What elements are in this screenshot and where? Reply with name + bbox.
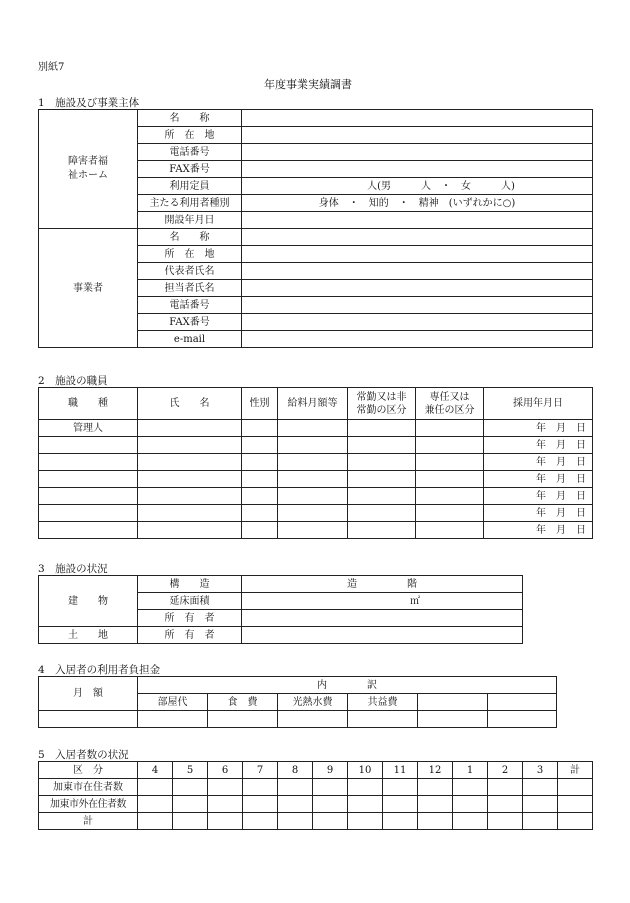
header-dedication: 専任又は 兼任の区分 <box>416 388 484 420</box>
resident-row <box>39 796 593 813</box>
header-salary: 給料月額等 <box>278 388 348 420</box>
monthly-total-field[interactable] <box>39 711 138 728</box>
home-address-field[interactable] <box>242 127 593 144</box>
resident-row <box>39 813 593 830</box>
resident-row-label: 加東市在住者数 <box>39 779 138 796</box>
operator-fax-field[interactable] <box>242 314 593 331</box>
staff-row <box>39 420 593 437</box>
category-label: 区 分 <box>39 762 138 779</box>
building-owner-field[interactable] <box>242 610 523 627</box>
hire-date-cell[interactable]: 年 月 日 <box>484 437 593 454</box>
home-row-label: 電話番号 <box>138 144 242 161</box>
home-phone-field[interactable] <box>242 144 593 161</box>
home-name-field[interactable] <box>242 110 593 127</box>
home-row-label: 利用定員 <box>138 178 242 195</box>
section-4-heading: 4 入居者の利用者負担金 <box>38 664 161 676</box>
user-type-field[interactable]: 身体 ・ 知的 ・ 精神 (いずれかに○) <box>242 195 593 212</box>
month-header: 7 <box>243 762 278 779</box>
total-header: 計 <box>558 762 593 779</box>
operator-row-label: 電話番号 <box>138 297 242 314</box>
rent-label: 部屋代 <box>138 694 208 711</box>
home-fax-field[interactable] <box>242 161 593 178</box>
resident-row <box>39 779 593 796</box>
resident-row-label: 計 <box>39 813 138 830</box>
header-name: 氏 名 <box>138 388 242 420</box>
home-row-label: 開設年月日 <box>138 212 242 229</box>
annex-label: 別紙7 <box>38 62 65 73</box>
operator-row-label: e-mail <box>138 331 242 348</box>
month-header: 12 <box>418 762 453 779</box>
operator-address-field[interactable] <box>242 246 593 263</box>
staff-row <box>39 454 593 471</box>
month-header: 3 <box>523 762 558 779</box>
hire-date-cell[interactable]: 年 月 日 <box>484 522 593 539</box>
hire-date-cell[interactable]: 年 月 日 <box>484 454 593 471</box>
resident-row-label: 加東市外在住者数 <box>39 796 138 813</box>
hire-date-cell[interactable]: 年 月 日 <box>484 420 593 437</box>
floor-area-label: 延床面積 <box>138 593 242 610</box>
month-header: 2 <box>488 762 523 779</box>
operator-row-label: 名 称 <box>138 229 242 246</box>
header-employment: 常勤又は非 常勤の区分 <box>348 388 416 420</box>
monthly-label: 月 額 <box>39 677 138 711</box>
land-owner-field[interactable] <box>242 627 523 644</box>
month-header: 1 <box>453 762 488 779</box>
charge-values-row <box>39 711 557 728</box>
operator-email-field[interactable] <box>242 331 593 348</box>
header-job: 職 種 <box>39 388 138 420</box>
month-header: 10 <box>348 762 383 779</box>
operator-row-label: 代表者氏名 <box>138 263 242 280</box>
floor-area-field[interactable]: ㎡ <box>242 593 523 610</box>
home-row-label: 名 称 <box>138 110 242 127</box>
month-header: 11 <box>383 762 418 779</box>
structure-field[interactable]: 造 階 <box>242 576 523 593</box>
building-label: 建 物 <box>39 576 138 627</box>
common-fee-field[interactable] <box>348 711 418 728</box>
representative-field[interactable] <box>242 263 593 280</box>
section-5-heading: 5 入居者数の状況 <box>38 749 129 761</box>
operator-phone-field[interactable] <box>242 297 593 314</box>
month-header: 4 <box>138 762 173 779</box>
operator-label: 事業者 <box>39 229 138 348</box>
capacity-field[interactable]: 人(男 人 ・ 女 人) <box>242 178 593 195</box>
facility-status-table <box>38 575 523 644</box>
header-gender: 性別 <box>242 388 278 420</box>
month-header-row <box>39 762 593 779</box>
structure-label: 構 造 <box>138 576 242 593</box>
rent-field[interactable] <box>138 711 208 728</box>
building-owner-label: 所 有 者 <box>138 610 242 627</box>
hire-date-cell[interactable]: 年 月 日 <box>484 471 593 488</box>
home-row-label: 主たる利用者種別 <box>138 195 242 212</box>
hire-date-cell[interactable]: 年 月 日 <box>484 505 593 522</box>
job-cell[interactable]: 管理人 <box>39 420 138 437</box>
header-hire-date: 採用年月日 <box>484 388 593 420</box>
operator-row-label: FAX番号 <box>138 314 242 331</box>
staff-table <box>38 387 593 539</box>
breakdown-label: 内 訳 <box>138 677 557 694</box>
staff-row <box>39 437 593 454</box>
operator-name-field[interactable] <box>242 229 593 246</box>
staff-row <box>39 505 593 522</box>
resident-count-table <box>38 761 593 830</box>
section-1-heading: 1 施設及び事業主体 <box>38 97 140 109</box>
land-label: 土 地 <box>39 627 138 644</box>
common-fee-label: 共益費 <box>348 694 418 711</box>
operator-row-label: 担当者氏名 <box>138 280 242 297</box>
staff-row <box>39 488 593 505</box>
staff-row <box>39 471 593 488</box>
operator-row-label: 所 在 地 <box>138 246 242 263</box>
section-3-heading: 3 施設の状況 <box>38 563 108 575</box>
hire-date-cell[interactable]: 年 月 日 <box>484 488 593 505</box>
section-2-heading: 2 施設の職員 <box>38 375 108 387</box>
user-charge-table <box>38 676 557 728</box>
home-label: 障害者福 祉ホーム <box>39 110 138 229</box>
month-header: 6 <box>208 762 243 779</box>
contact-person-field[interactable] <box>242 280 593 297</box>
meal-label: 食 費 <box>208 694 278 711</box>
utilities-label: 光熱水費 <box>278 694 348 711</box>
home-row-label: FAX番号 <box>138 161 242 178</box>
month-header: 5 <box>173 762 208 779</box>
land-owner-label: 所 有 者 <box>138 627 242 644</box>
utilities-field[interactable] <box>278 711 348 728</box>
facility-table <box>38 109 593 348</box>
home-row-label: 所 在 地 <box>138 127 242 144</box>
month-header: 8 <box>278 762 313 779</box>
staff-row <box>39 522 593 539</box>
meal-field[interactable] <box>208 711 278 728</box>
opening-date-field[interactable] <box>242 212 593 229</box>
document-title: 年度事業実績調書 <box>264 78 352 91</box>
month-header: 9 <box>313 762 348 779</box>
